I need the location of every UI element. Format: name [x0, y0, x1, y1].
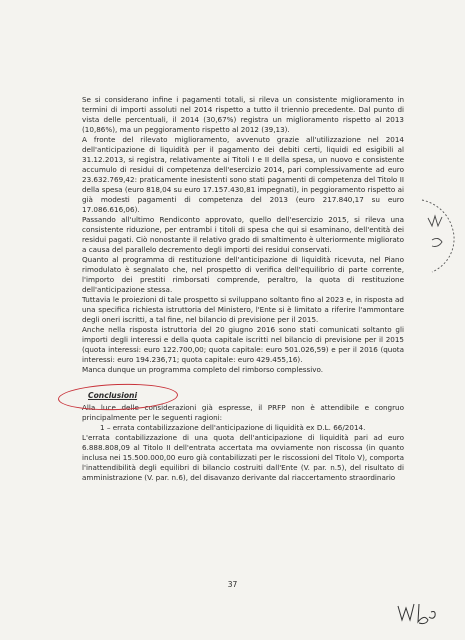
page-number: 37 — [227, 580, 238, 589]
conclusions-heading-block — [82, 391, 404, 403]
paragraph-6: Anche nella risposta istruttoria del 20 giugno 2016 sono stati comunicati soltanto gli importi degli interessi e della quota capitale iscritti nel bilancio di previsione per il 2015 (quota interessi: euro 122.700,00; quota capitale: euro 501.026,59) e per il 2016 (quota interessi: euro 194.236,71; quota capitale: euro 429.455,16). — [82, 325, 404, 364]
final-paragraph: L'errata contabilizzazione di una quota dell'anticipazione di liquidità pari ad euro 6.888.808,09 al Titolo II dell'entrata accertata ma ovviamente non riscossa (in quanto inclusa nei 15.500.000,00 euro già contabilizzati per le riscossioni del Titolo V), comporta l'inattendibilità degli equilibri di bilancio costruiti dall'Ente (V. par. n.5), del risultato di amministrazione (V. par. n.6), del disavanzo derivante dal riaccertamento straordinario — [82, 433, 404, 482]
paragraph-2: A fronte del rilevato miglioramento, avvenuto grazie all'utilizzazione nel 2014 dell'anticipazione di liquidità per il pagamento dei debiti certi, liquidi ed esigibili al 31.12.2013, si registra, relativamente ai Titoli I e II della spesa, un nuovo e consistente accumulo di residui di competenza dell'esercizio 2014, pari complessivamente ad euro 23.632.769,42: praticamente inesistenti sono stati pagamenti di competenza del Titolo II della spesa (euro 818,04 su euro 17.157.430,81 impegnati), in peggioramento rispetto ai già modesti pagamenti di competenza del 2013 (euro 217.840,17 su euro 17.086.616,06). — [82, 135, 404, 214]
paragraph-4: Quanto al programma di restituzione dell'anticipazione di liquidità ricevuta, nel Piano rimodulato è segnalato che, nel prospetto di verifica dell'equilibrio di parte corrente, l'importo dei prestiti rimborsati comprende, peraltro, la quota di restituzione dell'anticipazione stessa. — [82, 255, 404, 294]
conclusions-heading: Conclusioni — [88, 391, 138, 400]
paragraph-3: Passando all'ultimo Rendiconto approvato, quello dell'esercizio 2015, si rileva una consistente riduzione, per entrambi i titoli di spesa che qui si esaminano, dell'entità dei residui pagati. Ciò nonostante il relativo grado di smaltimento è ulteriormente migliorato a causa del parallelo decremento degli importi dei residui conservati. — [82, 215, 404, 254]
partial-stamp-mark — [418, 196, 462, 274]
conclusions-intro: Alla luce delle considerazioni già espresse, il PRFP non è attendibile e congruo principalmente per le seguenti ragioni: — [82, 403, 404, 422]
signature-initials — [395, 598, 443, 626]
paragraph-7: Manca dunque un programma completo del rimborso complessivo. — [82, 365, 324, 374]
list-item-1: 1 – errata contabilizzazione dell'anticipazione di liquidità ex D.L. 66/2014. — [100, 423, 366, 432]
paragraph-5: Tuttavia le proiezioni di tale prospetto si sviluppano soltanto fino al 2023 e, in risposta ad una specifica richiesta istruttoria del Ministero, l'Ente si è limitato a riferire l'ammontare degli oneri iscritti, a tal fine, nel bilancio di previsione per il 2015. — [82, 295, 404, 324]
body-text — [82, 95, 404, 483]
paragraph-1: Se si considerano infine i pagamenti totali, si rileva un consistente miglioramento in termini di importi assoluti nel 2014 rispetto a tutto il triennio precedente. Dal punto di vista delle percentuali, il 2014 (30,67%) registra un miglioramento rispetto al 2013 (10,86%), ma un peggioramento rispetto al 2012 (39,13). — [82, 95, 404, 134]
